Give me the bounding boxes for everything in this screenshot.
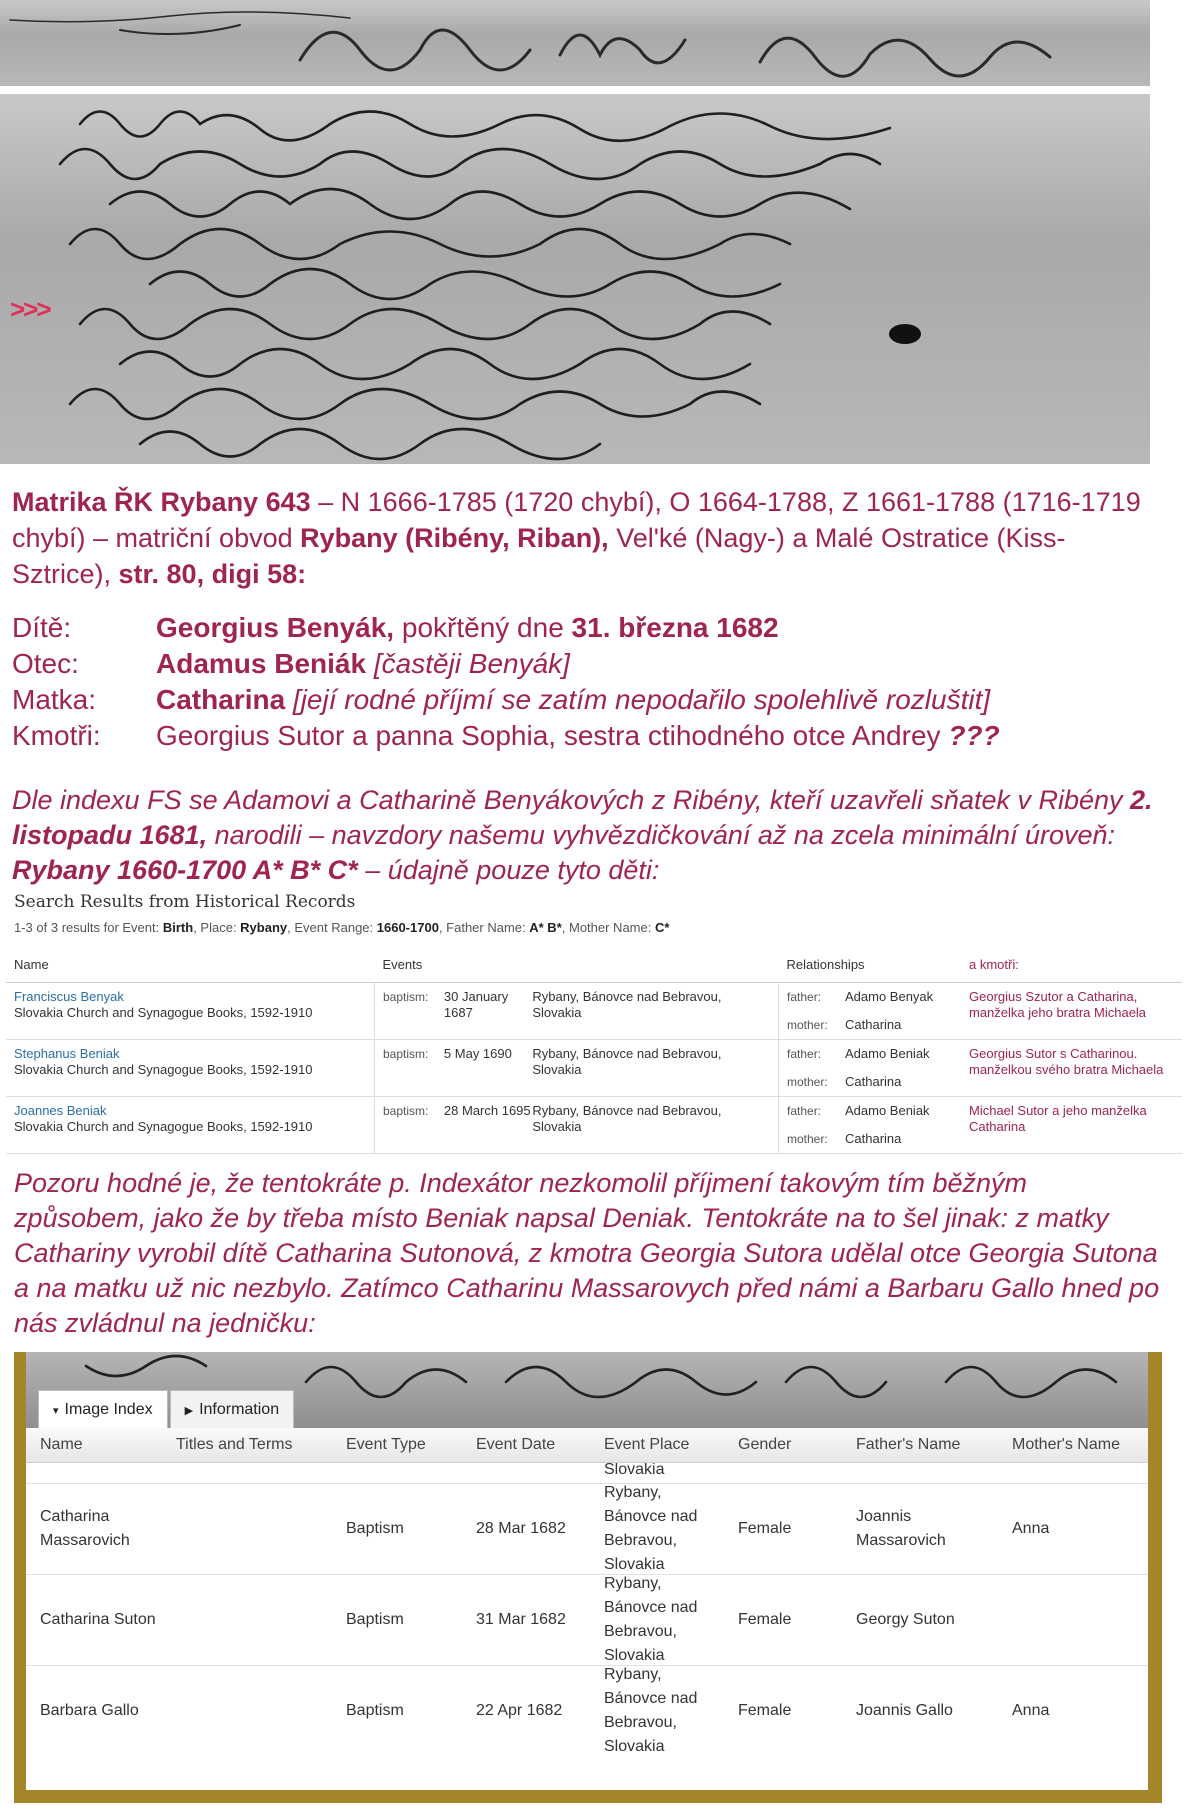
mother-rel-label: mother:	[787, 1075, 828, 1089]
marriage-date: 2. listopadu 1681,	[12, 785, 1153, 850]
baptism-record	[12, 610, 1162, 754]
index-col-event-date[interactable]: Event Date	[476, 1436, 556, 1453]
godparents-label: Kmotři:	[12, 720, 101, 751]
child-mid-text: pokřtěný dne	[394, 612, 572, 643]
index-col-titles[interactable]: Titles and Terms	[176, 1436, 293, 1453]
event-date: 28 March 1695	[443, 1103, 531, 1118]
mother-rel-label: mother:	[787, 1132, 828, 1146]
tab-image-index-label: Image Index	[64, 1401, 153, 1418]
event-place: Rybany, Bánovce nad Bebravou, Slovakia	[532, 989, 722, 1020]
father-rel-label: father:	[787, 1104, 822, 1118]
index-col-event-type[interactable]: Event Type	[346, 1436, 426, 1453]
mother-name: Catharina	[156, 684, 286, 715]
index-place: Rybany, Bánovce nad Bebravou, Slovakia	[604, 1575, 698, 1664]
index-date: 31 Mar 1682	[476, 1611, 566, 1628]
event-type: baptism:	[383, 1104, 429, 1118]
col-name: Name	[6, 949, 375, 983]
godparents-note: Michael Sutor a jeho manželka Catharina	[961, 1097, 1182, 1154]
index-place: Rybany, Bánovce nad Bebravou, Slovakia	[604, 1666, 698, 1755]
index-name: Barbara Gallo	[40, 1702, 139, 1719]
mother-rel-label: mother:	[787, 1018, 828, 1032]
index-name: Catharina Massarovich	[40, 1508, 130, 1549]
criteria-mother-label: , Mother Name:	[561, 920, 655, 935]
register-heading	[12, 484, 1162, 592]
result-collection: Slovakia Church and Synagogue Books, 1592-1910	[14, 1005, 313, 1020]
mother-rel: Catharina	[845, 1131, 902, 1146]
criteria-place: Rybany	[240, 920, 288, 935]
result-collection: Slovakia Church and Synagogue Books, 1592-1910	[14, 1062, 313, 1077]
index-col-father[interactable]: Father's Name	[856, 1436, 961, 1453]
criteria-prefix: 1-3 of 3 results for Event:	[14, 920, 163, 935]
record-row-father	[12, 646, 1162, 682]
criteria-event: Birth	[162, 920, 194, 935]
index-mother: Anna	[1012, 1520, 1050, 1537]
parish-villages: Vel'ké (Nagy-) a Malé Ostratice (Kiss-Sztrice),	[12, 523, 1066, 589]
index-col-name[interactable]: Name	[40, 1436, 83, 1453]
index-mother: Anna	[1012, 1702, 1050, 1719]
index-col-mother[interactable]: Mother's Name	[1012, 1436, 1120, 1453]
criteria-place-label: , Place:	[193, 920, 241, 935]
index-name: Catharina Suton	[40, 1611, 156, 1628]
manuscript-register-image	[0, 94, 1150, 464]
event-place: Rybany, Bánovce nad Bebravou, Slovakia	[532, 1046, 722, 1077]
mother-note: [její rodné příjmí se zatím nepodařilo spolehlivě rozluštit]	[285, 684, 991, 715]
father-note: [častěji Benyák]	[366, 648, 570, 679]
criteria-father: A* B*	[529, 920, 562, 935]
table-row	[6, 1040, 1182, 1097]
record-row-godparents	[12, 718, 1162, 754]
godparents-note: Georgius Szutor a Catharina, manželka jeho bratra Michaela	[961, 983, 1182, 1040]
result-collection: Slovakia Church and Synagogue Books, 1592-1910	[14, 1119, 313, 1134]
register-title: Matrika ŘK Rybany 643	[12, 487, 311, 517]
table-row	[6, 1097, 1182, 1154]
caret-down-icon: ▾	[53, 1405, 59, 1417]
table-row[interactable]	[26, 1666, 1148, 1756]
index-gender: Female	[738, 1611, 792, 1628]
index-type: Baptism	[346, 1611, 404, 1628]
criteria-range-label: , Event Range:	[287, 920, 377, 935]
index-header-row	[26, 1428, 1148, 1463]
image-index-panel	[14, 1352, 1162, 1803]
criteria-range: 1660-1700	[376, 920, 439, 935]
indexer-note-paragraph: Pozoru hodné je, že tentokráte p. Indexátor nezkomolil příjmení takovým tím běžným způsobem, jako že by třeba místo Beniak napsal Deniak. Tentokráte na to šel jinak: z matky Cathariny vyrobil dítě Catharina Sutonová, z kmotra Georgia Sutora udělal otce Georgia Sutona a na matku už nic nezbylo. Zatímco Catharinu Massarovych před námi a Barbaru Gallo hned po nás zvládnul na jedničku:	[14, 1168, 1160, 1338]
parish-name: Rybany (Ribény, Riban),	[300, 523, 609, 553]
father-name: Adamus Beniák	[156, 648, 367, 679]
index-col-gender[interactable]: Gender	[738, 1436, 792, 1453]
para1-e: – údajně pouze tyto děti:	[357, 855, 660, 885]
index-place: Rybany, Bánovce nad Bebravou, Slovakia	[604, 1484, 698, 1573]
para1-a: Dle indexu FS se Adamovi a Catharině Benyákových z Ribény, kteří uzavřeli sňatek v Ribény	[12, 785, 1131, 815]
index-type: Baptism	[346, 1702, 404, 1719]
col-events: Events	[375, 949, 779, 983]
manuscript-header-image	[0, 0, 1150, 86]
marker-arrow: >>>	[10, 294, 50, 324]
event-date: 5 May 1690	[443, 1046, 512, 1061]
tab-information[interactable]	[170, 1390, 295, 1428]
result-name-link[interactable]: Franciscus Benyak	[14, 989, 124, 1004]
father-rel: Adamo Beniak	[845, 1046, 930, 1061]
index-date: 22 Apr 1682	[476, 1702, 563, 1719]
index-date: 28 Mar 1682	[476, 1520, 566, 1537]
father-rel: Adamo Beniak	[845, 1103, 930, 1118]
index-type: Baptism	[346, 1520, 404, 1537]
page-reference: str. 80, digi 58:	[118, 559, 307, 589]
child-name: Georgius Benyák,	[156, 612, 395, 643]
col-kmotri: a kmotři:	[961, 949, 1182, 983]
index-father: Georgy Suton	[856, 1611, 955, 1628]
criteria-father-label: , Father Name:	[438, 920, 530, 935]
child-label: Dítě:	[12, 612, 72, 643]
event-type: baptism:	[383, 990, 429, 1004]
register-coverage: – N 1666-1785 (1720 chybí), O 1664-1788, Z 1661-1788 (1716-1719 chybí) – matriční obvod	[12, 487, 1141, 553]
results-table	[6, 949, 1182, 1154]
tab-image-index[interactable]	[38, 1390, 168, 1428]
search-results-title: Search Results from Historical Records	[14, 892, 356, 912]
index-father: Joannis Gallo	[856, 1702, 953, 1719]
table-row[interactable]	[26, 1575, 1148, 1666]
index-gender: Female	[738, 1702, 792, 1719]
record-row-child	[12, 610, 1162, 646]
baptism-date: 31. března 1682	[571, 612, 779, 643]
search-criteria	[14, 920, 1182, 935]
mother-label: Matka:	[12, 684, 97, 715]
mother-rel: Catharina	[845, 1017, 902, 1032]
search-query: Rybany 1660-1700 A* B* C*	[12, 855, 358, 885]
index-gender: Female	[738, 1520, 792, 1537]
table-row[interactable]	[26, 1484, 1148, 1575]
para1-c: narodili – navzdory našemu vyhvězdičkování až na zcela minimální úroveň:	[207, 820, 1116, 850]
father-rel-label: father:	[787, 1047, 822, 1061]
index-col-event-place[interactable]: Event Place	[604, 1436, 690, 1453]
col-relationships: Relationships	[779, 949, 962, 983]
index-table	[26, 1428, 1148, 1790]
godparents-question: ???	[948, 720, 1000, 751]
father-rel-label: father:	[787, 990, 822, 1004]
index-note-paragraph	[12, 783, 1172, 888]
index-tabs	[38, 1390, 296, 1428]
table-row	[6, 983, 1182, 1040]
search-results	[6, 892, 1182, 1154]
father-rel: Adamo Benyak	[845, 989, 934, 1004]
event-type: baptism:	[383, 1047, 429, 1061]
mother-rel: Catharina	[845, 1074, 902, 1089]
criteria-mother: C*	[654, 920, 670, 935]
record-row-mother	[12, 682, 1162, 718]
partial-place: Slovakia	[604, 1463, 665, 1478]
tab-information-label: Information	[199, 1401, 280, 1418]
result-name-link[interactable]: Joannes Beniak	[14, 1103, 107, 1118]
godparents-text: Georgius Sutor a panna Sophia, sestra ctihodného otce Andrey	[156, 720, 949, 751]
father-label: Otec:	[12, 648, 79, 679]
index-father: Joannis Massarovich	[856, 1508, 946, 1549]
index-row-partial	[26, 1463, 1148, 1484]
event-place: Rybany, Bánovce nad Bebravou, Slovakia	[532, 1103, 722, 1134]
godparents-note: Georgius Sutor s Catharinou. manželkou svého bratra Michaela	[961, 1040, 1182, 1097]
event-date: 30 January 1687	[443, 989, 509, 1020]
caret-right-icon: ▶	[184, 1405, 194, 1417]
result-name-link[interactable]: Stephanus Beniak	[14, 1046, 120, 1061]
manuscript-strip-image	[26, 1352, 1148, 1428]
